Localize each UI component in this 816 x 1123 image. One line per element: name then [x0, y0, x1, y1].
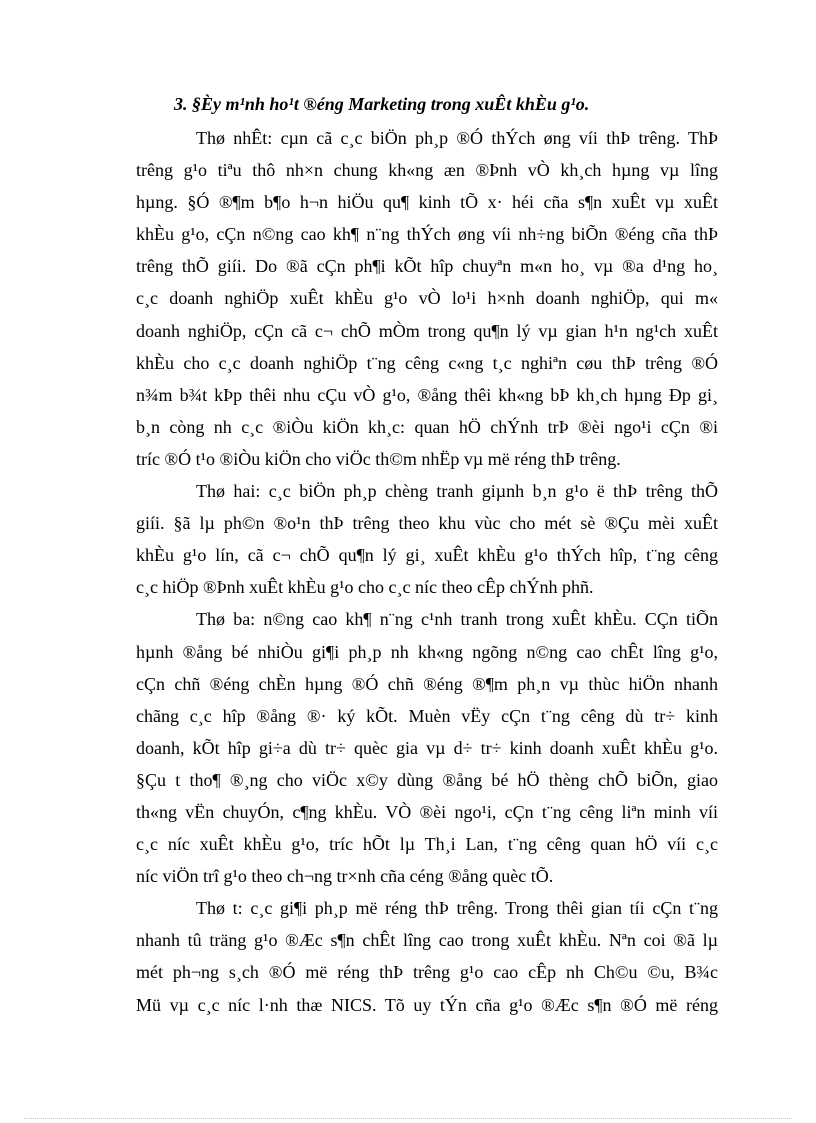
- text-line: hµnh ®ång bé nhiÒu gi¶i ph¸p nh kh«ng ngõng n©ng cao chÊt lîng g¹o,: [136, 641, 718, 662]
- text-line: c¸c doanh nghiÖp xuÊt khÈu g¹o vÒ lo¹i h×nh doanh nghiÖp, qui m«: [136, 288, 718, 309]
- text-line: cÇn chñ ®éng chÈn hµng ®Ó chñ ®éng ®¶m ph¸n vµ thùc hiÖn nhanh: [136, 673, 718, 694]
- text-line: c¸c níc xuÊt khÈu g¹o, tríc hÕt lµ Th¸i Lan, t¨ng cêng quan hÖ víi c¸c: [136, 834, 718, 855]
- text-line: n¾m b¾t kÞp thêi nhu cÇu vÒ g¹o, ®ång thêi kh«ng bÞ kh¸ch hµng Ðp gi¸: [136, 384, 718, 405]
- text-line: Thø t: c¸c gi¶i ph¸p më réng thÞ trêng. Trong thêi gian tíi cÇn t¨ng: [196, 898, 718, 919]
- text-line: doanh nghiÖp, cÇn cã c¬ chÕ mÒm trong qu¶n lý vµ gian h¹n ng¹ch xuÊt: [136, 320, 718, 341]
- page-bottom-rule: [24, 1118, 792, 1119]
- text-line: Thø nhÊt: cµn cã c¸c biÖn ph¸p ®Ó thÝch øng víi thÞ trêng. ThÞ: [196, 128, 718, 148]
- text-line: doanh, kÕt hîp gi÷a dù tr÷ quèc gia vµ d÷ tr÷ kinh doanh xuÊt khÈu g¹o.: [136, 737, 718, 758]
- text-line: hµng. §Ó ®¶m b¶o h¬n hiÖu qu¶ kinh tÕ x· héi cña s¶n xuÊt vµ xuÊt: [136, 192, 718, 213]
- text-line: khÈu g¹o lín, cã c¬ chÕ qu¶n lý gi¸ xuÊt khÈu g¹o thÝch hîp, t¨ng cêng: [136, 545, 718, 566]
- text-line: Thø ba: n©ng cao kh¶ n¨ng c¹nh tranh trong xuÊt khÈu. CÇn tiÕn: [196, 609, 718, 630]
- text-line: nhanh tû träng g¹o ®Æc s¶n chÊt lîng cao trong xuÊt khÈu. Nªn coi ®ã lµ: [136, 930, 718, 951]
- document-page: [136, 92, 718, 1021]
- text-line: trêng thÕ giíi. Do ®ã cÇn ph¶i kÕt hîp chuyªn m«n ho¸ vµ ®a d¹ng ho¸: [136, 256, 718, 277]
- text-line: tríc ®Ó t¹o ®iÒu kiÖn cho viÖc th©m nhËp vµ më réng thÞ trêng.: [136, 448, 621, 469]
- text-line: c¸c hiÖp ®Þnh xuÊt khÈu g¹o cho c¸c níc theo cÊp chÝnh phñ.: [136, 577, 594, 598]
- paragraph-2: [136, 475, 718, 603]
- text-line: Mü vµ c¸c níc l·nh thæ NICS. Tõ uy tÝn cña g¹o ®Æc s¶n ®Ó më réng: [136, 994, 718, 1015]
- text-line: mét ph¬ng s¸ch ®Ó më réng thÞ trêng g¹o cao cÊp nh Ch©u ©u, B¾c: [136, 962, 718, 983]
- paragraph-3: [136, 603, 718, 892]
- text-line: khÈu cho c¸c doanh nghiÖp t¨ng cêng c«ng t¸c nghiªn cøu thÞ trêng ®Ó: [136, 352, 718, 373]
- text-line: giíi. §ã lµ ph©n ®o¹n thÞ trêng theo khu vùc cho mét sè ®Çu mèi xuÊt: [136, 513, 718, 534]
- paragraph-4: [136, 892, 718, 1020]
- text-line: trêng g¹o tiªu thô nh×n chung kh«ng æn ®Þnh vÒ kh¸ch hµng vµ lîng: [136, 160, 718, 181]
- text-line: b¸n còng nh c¸c ®iÒu kiÖn kh¸c: quan hÖ chÝnh trÞ ®èi ngo¹i cÇn ®i: [136, 416, 718, 437]
- text-line: th«ng vËn chuyÓn, c¶ng khÈu. VÒ ®èi ngo¹i, cÇn t¨ng cêng liªn minh víi: [136, 801, 718, 822]
- text-line: níc viÖn trî g¹o theo ch¬ng tr×nh cña céng ®ång quèc tÕ.: [136, 866, 554, 887]
- section-heading: 3. §Èy m¹nh ho¹t ®éng Marketing trong xuÊt khÈu g¹o.: [174, 94, 590, 114]
- text-line: Thø hai: c¸c biÖn ph¸p chèng tranh giµnh b¸n g¹o ë thÞ trêng thÕ: [196, 481, 718, 502]
- text-line: §Çu t tho¶ ®¸ng cho viÖc x©y dùng ®ång bé hÖ thèng chÕ biÕn, giao: [136, 769, 718, 790]
- text-line: khÈu g¹o, cÇn n©ng cao kh¶ n¨ng thÝch øng víi nh÷ng biÕn ®éng cña thÞ: [136, 224, 718, 245]
- paragraph-1: [136, 122, 718, 475]
- text-line: chãng c¸c hîp ®ång ®· ký kÕt. Muèn vËy cÇn t¨ng cêng dù tr÷ kinh: [136, 705, 718, 726]
